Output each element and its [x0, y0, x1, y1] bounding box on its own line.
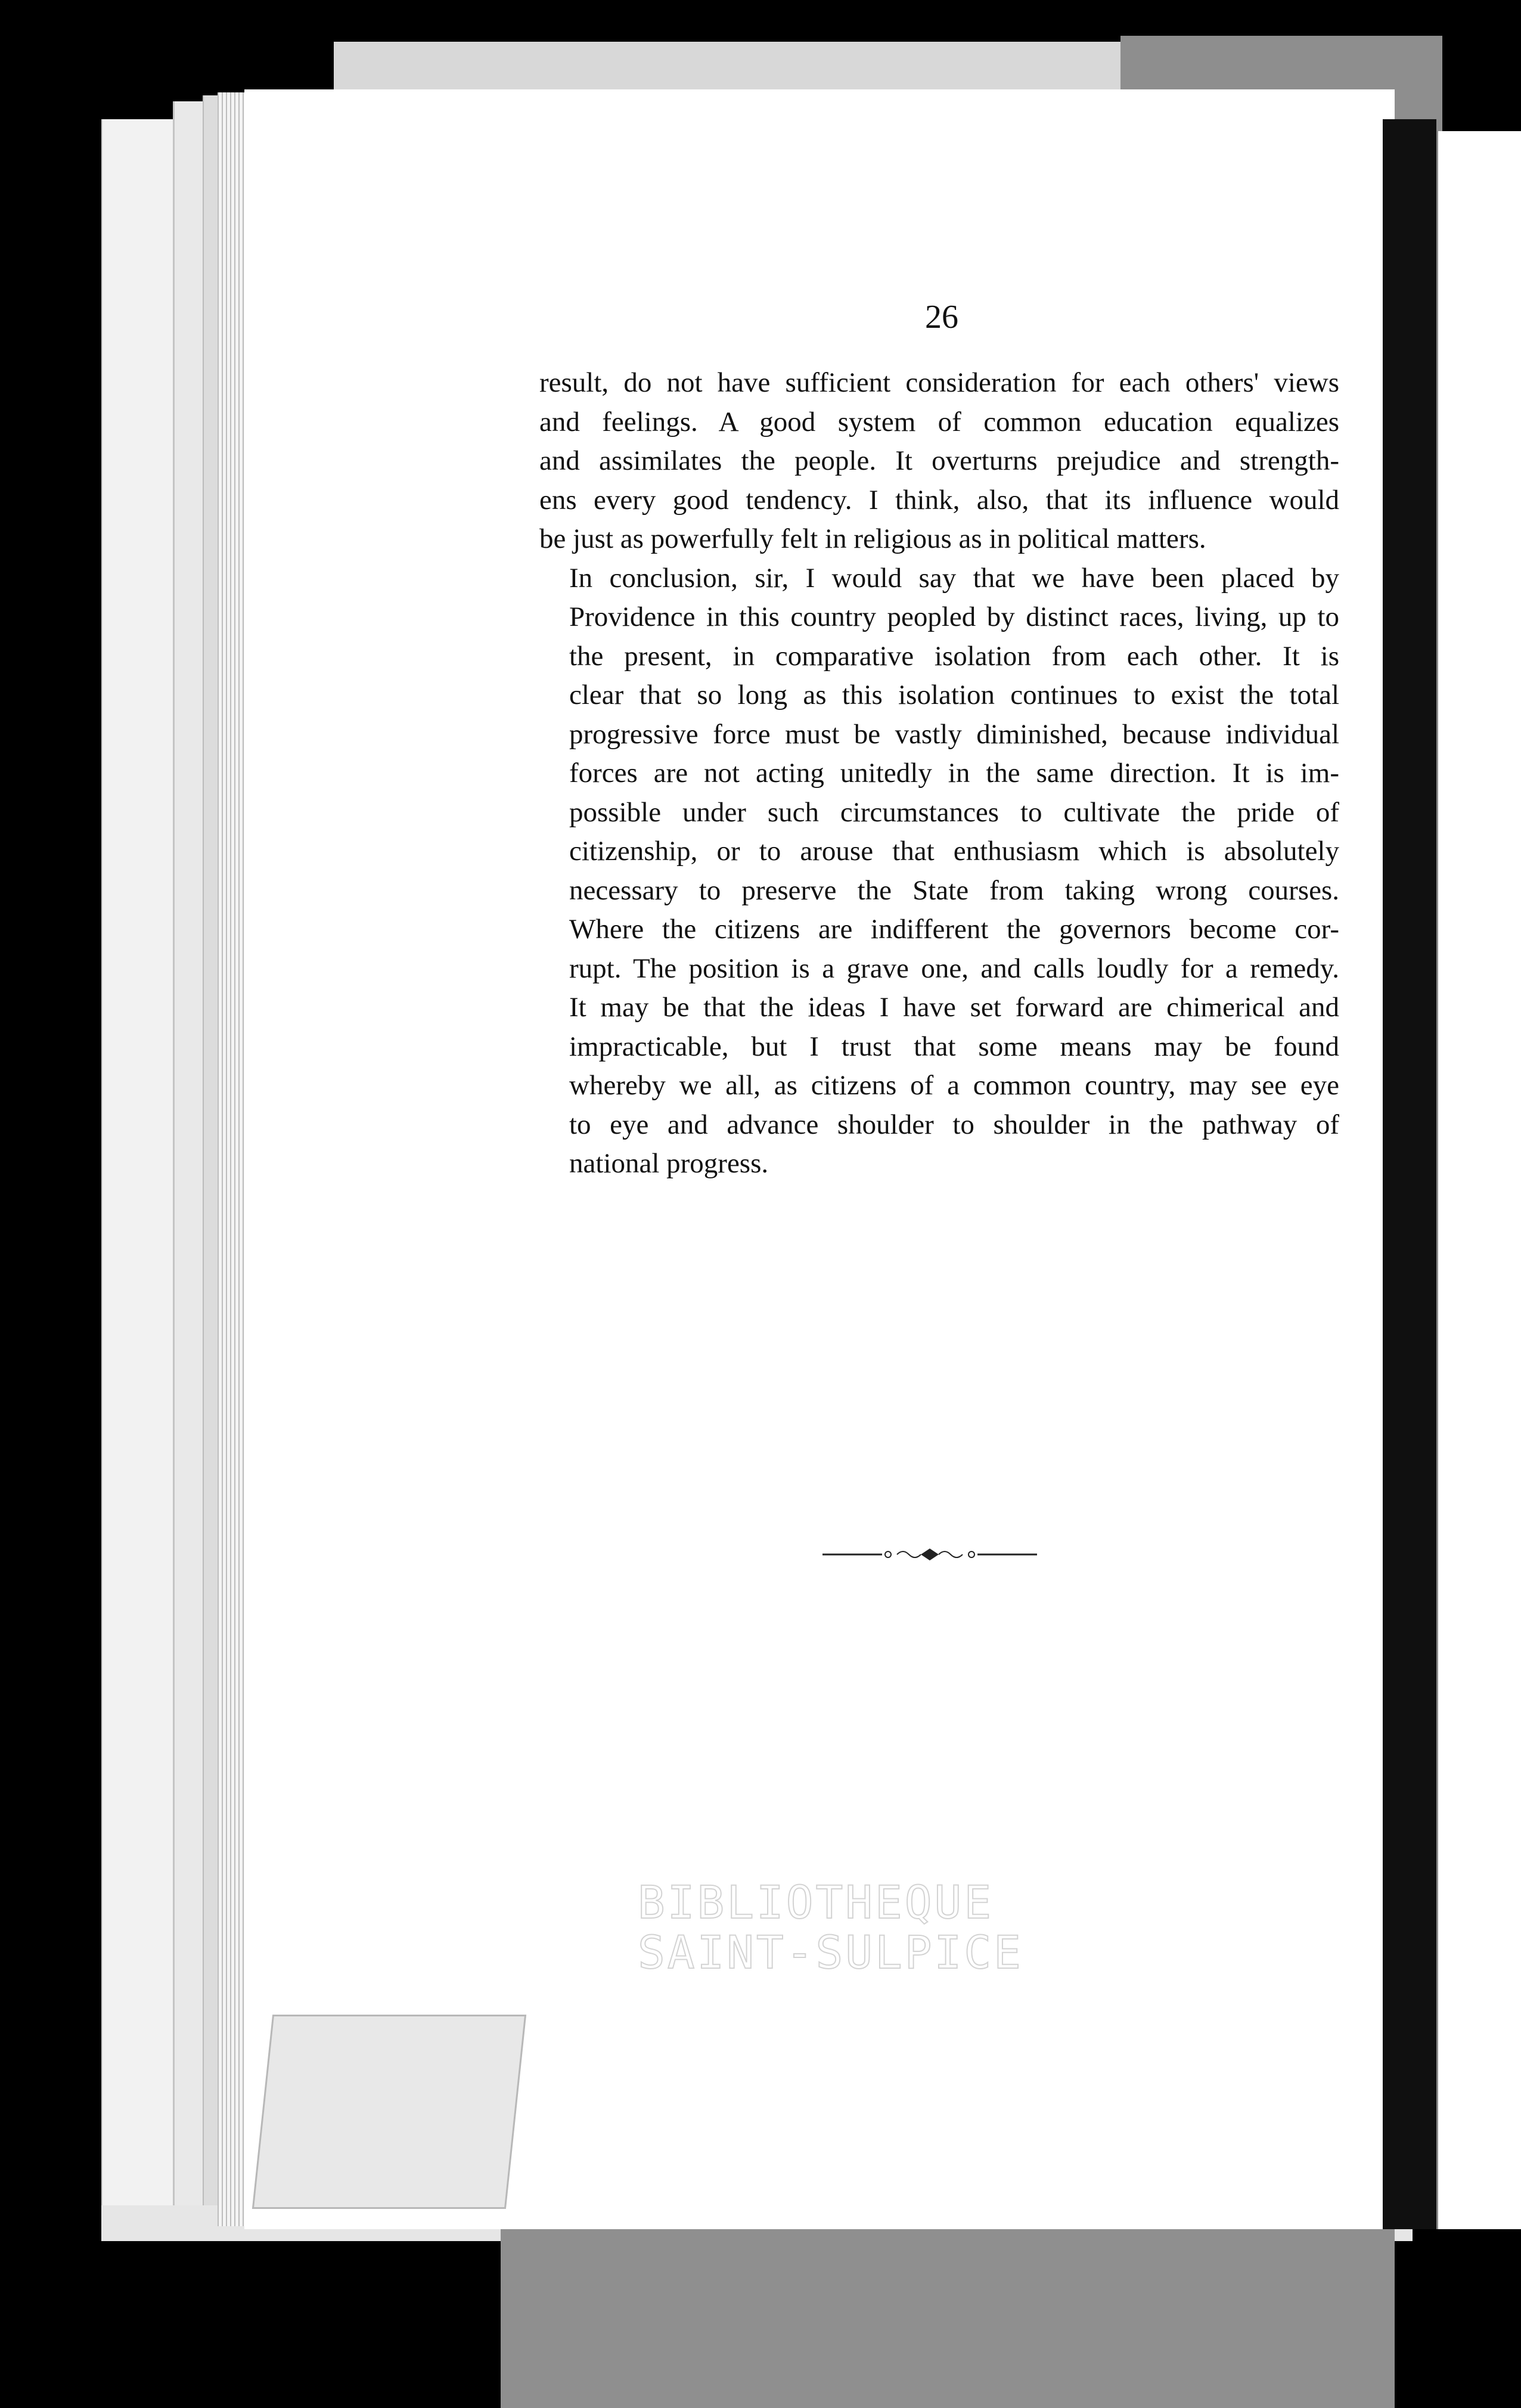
- text-line: national progress.: [569, 1148, 769, 1179]
- stamp-row: SAINT-SULPICE: [638, 1926, 1023, 1979]
- text-line: citizenship, or to arouse that enthusiasm which is absolutely: [569, 836, 1339, 867]
- text-line: clear that so long as this isolation continues to exist the total: [569, 679, 1339, 710]
- page-clip: [252, 2015, 526, 2209]
- text-line: In conclusion, sir, I would say that we have been placed by: [569, 562, 1339, 594]
- text-line: the present, in comparative isolation from each other. It is: [569, 640, 1339, 672]
- text-line: whereby we all, as citizens of a common country, may see eye: [569, 1070, 1339, 1101]
- text-line: be just as powerfully felt in religious as in political matters.: [539, 523, 1206, 554]
- text-line: possible under such circumstances to cultivate the pride of: [569, 796, 1339, 828]
- text-line: It may be that the ideas I have set forward are chimerical and: [569, 992, 1339, 1023]
- text-line: Providence in this country peopled by distinct races, living, up to: [569, 601, 1339, 632]
- book-binding: [1383, 119, 1436, 2229]
- text-line: forces are not acting unitedly in the same direction. It is im-: [569, 758, 1339, 789]
- text-line: necessary to preserve the State from taking wrong courses.: [569, 874, 1339, 906]
- bottom-backing: [501, 2223, 1395, 2408]
- library-stamp: [638, 1878, 1091, 1979]
- decorative-divider-icon: [822, 1543, 1037, 1566]
- text-line: Where the citizens are indifferent the governors become cor-: [569, 914, 1339, 945]
- paragraph: [539, 364, 1339, 559]
- page-number: 26: [925, 299, 958, 336]
- stamp-row: BIBLIOTHEQUE: [638, 1876, 994, 1929]
- text-line: result, do not have sufficient consideration for each others' views: [539, 367, 1339, 398]
- page-edges: [218, 92, 244, 2226]
- text-line: progressive force must be vastly diminished, because individual: [569, 718, 1339, 750]
- paragraph: [539, 559, 1339, 1184]
- text-line: impracticable, but I trust that some means may be found: [569, 1031, 1339, 1062]
- text-line: and feelings. A good system of common education equalizes: [539, 406, 1339, 437]
- facing-page: [1436, 131, 1521, 2229]
- text-line: rupt. The position is a grave one, and calls loudly for a remedy.: [569, 952, 1339, 984]
- text-line: and assimilates the people. It overturns prejudice and strength-: [539, 445, 1339, 476]
- text-line: ens every good tendency. I think, also, that its influence would: [539, 484, 1339, 516]
- text-line: to eye and advance shoulder to shoulder in the pathway of: [569, 1109, 1339, 1140]
- body-text: [539, 364, 1339, 1184]
